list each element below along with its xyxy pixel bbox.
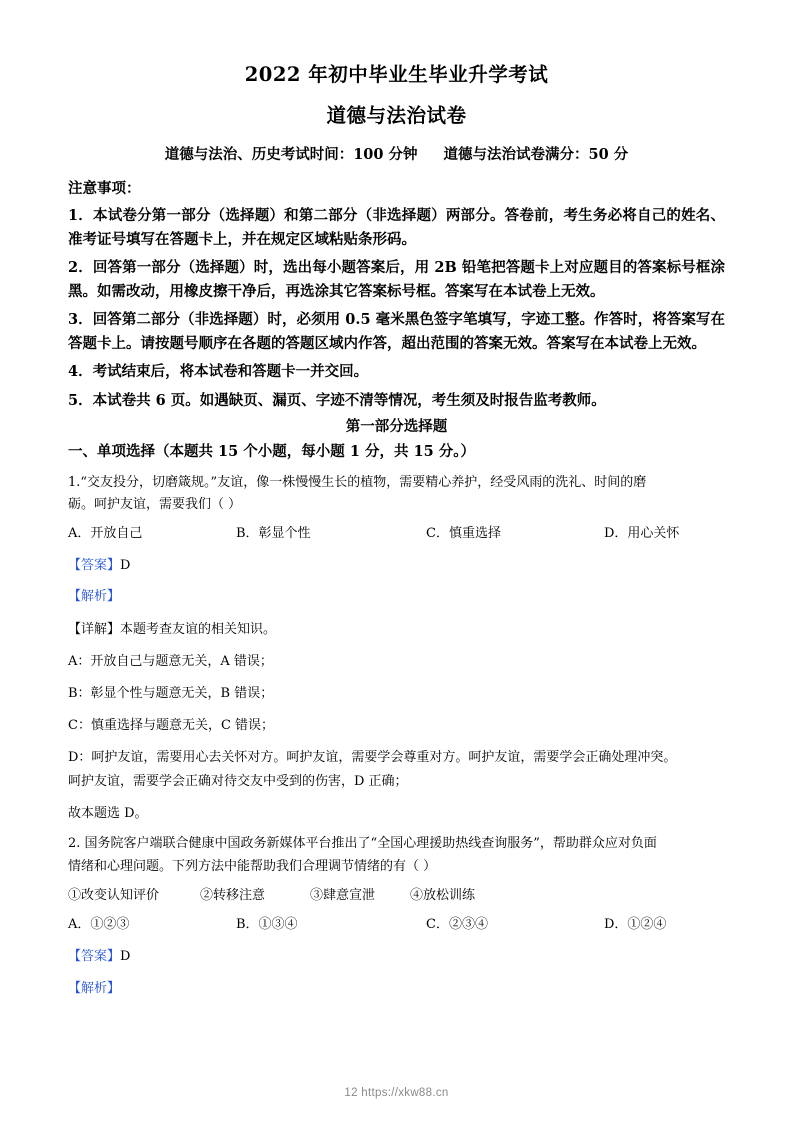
page-subtitle: 道德与法治试卷 <box>326 104 467 128</box>
question-1-explanation-c: C：慎重选择与题意无关，C 错误； <box>68 718 275 734</box>
question-2-number: 2. <box>68 836 81 852</box>
answer-tag: 【答案】 <box>68 557 121 573</box>
question-1-analysis <box>68 576 725 608</box>
page-title: 2022 年初中毕业生毕业升学考试 <box>244 63 549 86</box>
notice-item-1: 1．本试卷分第一部分（选择题）和第二部分（非选择题）两部分。答卷前，考生务必将自己的姓名、准考证号填写在答题卡上，并在规定区域粘贴条形码。 <box>68 207 725 248</box>
question-2-numbered-options <box>68 877 725 907</box>
question-1-explanation-d-cont: 呵护友谊，需要学会正确对待交友中受到的伤害，D 正确； <box>68 774 408 790</box>
question-1-explanation-a: A：开放自己与题意无关，A 错误； <box>68 654 273 670</box>
notice-item-5: 5．本试卷共 6 页。如遇缺页、漏页、字迹不清等情况，考生须及时报告监考教师。 <box>68 391 606 409</box>
question-1-option-b[interactable]: B．彰显个性 <box>236 525 311 541</box>
question-2-numbered-option-3: ③肆意宣泄 <box>310 887 376 903</box>
question-2-answer <box>68 936 725 968</box>
question-2-analysis <box>68 968 725 1000</box>
question-1-detail <box>68 608 725 640</box>
question-2-stem <box>68 824 725 854</box>
question-1-stem <box>68 463 725 493</box>
exam-meta <box>68 129 725 165</box>
question-2-options <box>68 906 725 936</box>
question-1-answer-value: D <box>120 557 131 573</box>
question-2-option-a[interactable]: A．①②③ <box>68 917 130 933</box>
question-1-options <box>68 515 725 545</box>
question-1-answer <box>68 545 725 577</box>
part-one-intro: 一、单项选择（本题共 15 个小题，每小题 1 分，共 15 分。） <box>68 442 475 460</box>
question-2-numbered-option-4: ④放松训练 <box>410 887 476 903</box>
question-2-option-b[interactable]: B．①③④ <box>236 917 298 933</box>
question-1-conclusion: 故本题选 D。 <box>68 806 148 822</box>
exam-score: 道德与法治试卷满分：50 分 <box>443 145 629 163</box>
notice-heading: 注意事项： <box>68 179 141 197</box>
part-one-title: 第一部分选择题 <box>345 418 448 436</box>
question-1-number: 1. <box>68 474 81 490</box>
analysis-tag: 【解析】 <box>68 980 121 996</box>
notice-item-3: 3．回答第二部分（非选择题）时，必须用 0.5 毫米黑色签字笔填写，字迹工整。作答时，将答案写在答题卡上。请按题号顺序在各题的答题区域内作答，超出范围的答案无效。答案写在本试卷上无效。 <box>68 311 725 352</box>
question-1-stem-line2: 砺。呵护友谊，需要我们（ ） <box>68 496 242 512</box>
question-2-numbered-option-2: ②转移注意 <box>200 887 266 903</box>
question-1-detail-text: 本题考查友谊的相关知识。 <box>120 622 277 638</box>
question-2-numbered-option-1: ①改变认知评价 <box>68 887 160 903</box>
question-1-option-d[interactable]: D．用心关怀 <box>604 525 680 541</box>
answer-tag: 【答案】 <box>68 949 121 965</box>
notice-item-2: 2．回答第一部分（选择题）时，选出每小题答案后，用 2B 铅笔把答题卡上对应题目的答案标号框涂黑。如需改动，用橡皮擦干净后，再选涂其它答案标号框。答案写在本试卷上无效。 <box>68 259 725 300</box>
question-2-stem-line2: 情绪和心理问题。下列方法中能帮助我们合理调节情绪的有（ ） <box>68 858 437 874</box>
analysis-tag: 【解析】 <box>68 589 121 605</box>
question-1-explanation-d: D：呵护友谊，需要用心去关怀对方。呵护友谊，需要学会尊重对方。呵护友谊，需要学会正确处理冲突。 <box>68 750 677 766</box>
question-2-option-c[interactable]: C．②③④ <box>426 917 488 933</box>
detail-tag: 【详解】 <box>68 622 121 638</box>
question-2-stem-line1: 国务院客户端联合健康中国政务新媒体平台推出了“全国心理援助热线查询服务”，帮助群众应对负面 <box>84 836 657 852</box>
question-1-explanation-b: B：彰显个性与题意无关，B 错误； <box>68 686 274 702</box>
question-2-option-d[interactable]: D．①②④ <box>604 917 667 933</box>
page-footer: 12 https://xkw88.cn <box>344 1087 449 1099</box>
question-2-answer-value: D <box>120 949 131 965</box>
question-1-option-a[interactable]: A．开放自己 <box>68 525 143 541</box>
notice-item-4: 4．考试结束后，将本试卷和答题卡一并交回。 <box>68 363 369 381</box>
question-1-stem-line1: “交友投分，切磨箴规。”友谊，像一株慢慢生长的植物，需要精心养护，经受风雨的洗礼、时间的磨 <box>80 474 647 490</box>
question-1-option-c[interactable]: C．慎重选择 <box>426 525 501 541</box>
exam-time: 道德与法治、历史考试时间：100 分钟 <box>164 145 418 163</box>
